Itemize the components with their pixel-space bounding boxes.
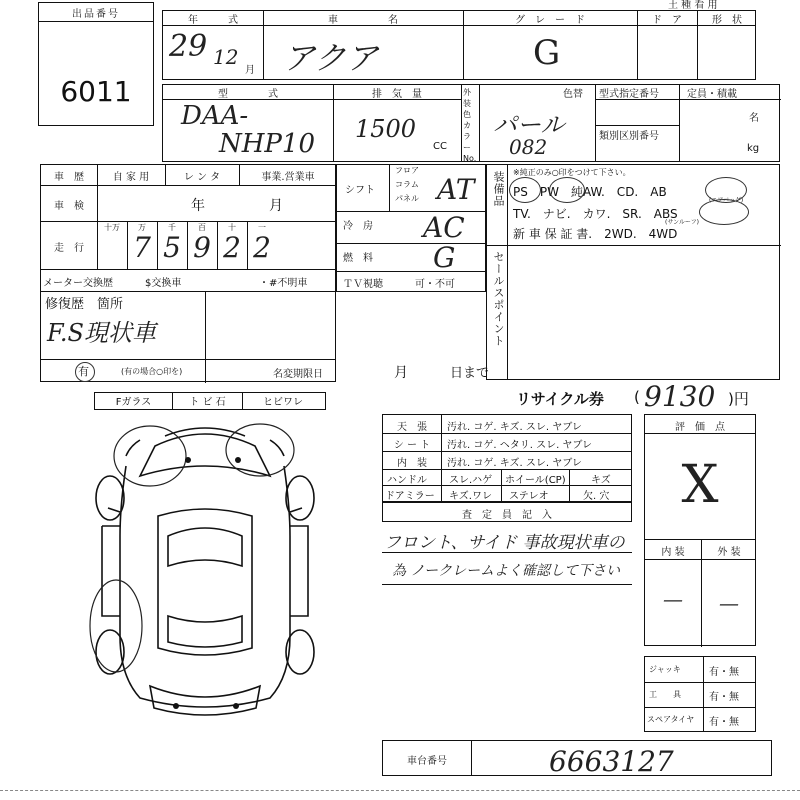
month-value: 12 [213,45,239,69]
digit-unit: 十万 [104,223,120,232]
stereo-items[interactable]: 欠. 穴 [583,491,610,502]
name-change-day: 日まで [450,366,490,381]
car-name-value: アクア [283,39,379,77]
digit-unit: 十 [228,223,236,232]
fuel-value: G [433,241,456,274]
chassis-label: 車台番号 [407,756,447,767]
tools-table [644,656,756,732]
equipment-airbag-note: (エアバッグ) [709,197,744,204]
stereo-label: ステレオ [509,491,549,502]
top-right-label: 土 種 看 用 [668,0,718,11]
color-swap-label: 色替 [563,89,583,100]
specs-table [336,164,486,292]
mileage-digit: 5 [163,231,181,264]
lot-label: 出品番号 [72,9,120,20]
inspection-sheet: 出品番号 6011 年 式 車 名 グ レ ー ド ド ア 形 状 29 12 月 アクア G 土 種 看 用 型 式 排 気 量 DAA- NHP10 1500 CC 外装色カラーNo. 色替 パール 082 型式指定番号 類別区別番号 定員・積載 名 kg 車 歴 自 家 用 レ ン タ 事業.営業車 車 検 年 月 走 行 十万 万 千 百 十 一 7 5 9 2 2 メーター交換歴 $交換車 ・#不明車 修復歴 箇所 F.S現状車 有 (有の場合○印を) 名変期限日 月 日まで シフト フロア コラム パネル AT 冷 房 AC 燃 料 G ＴＶ視聴 可・不可 装備品 ※純正のみ○印をつけて下さい。 PS PW 純AW. CD. AB (エアバッグ) TV. ナビ. カワ. SR. ABS (サンルーフ) 新 車 保 証 書. 2WD. 4WD セールスポイント リサイクル券 ( 9130 )円 Fガラス ト ビ 石 ヒビワレ 天 張 汚れ. コゲ. キズ. スレ. ヤブレ シ ー ト 汚れ. コゲ. ヘタリ. スレ. ヤブレ 内 装 汚れ. コゲ. キズ. スレ. ヤブレ ハンドル スレ.ハゲ ホイール(CP) キズ ドアミラー キズ.ワレ ステレオ 欠. 穴 査 定 員 記 入 フロント、サイド 事故現状車の 為 ノークレームよく確認して下さい 評 価 点 X 内 装 外 装 — — ジャッキ 有・無 工 具 有・無 スペアタイヤ 有・無 車台番号 6663127 [0,0,800,800]
name-change-month: 月 [394,365,408,381]
meter-replaced[interactable]: $交換車 [145,278,182,289]
chassis-table [382,740,772,776]
disp-unit: CC [433,141,447,152]
shaken-year-unit: 年 [191,198,205,214]
header-table [162,10,756,80]
interior-grade-label: 内 装 [661,547,685,558]
equipment-note: ※純正のみ○印をつけて下さい。 [513,168,631,177]
glass-chip[interactable]: ト ビ 石 [173,393,243,409]
exterior-grade-value: — [719,591,739,615]
equipment-line-1[interactable]: PS PW 純AW. CD. AB [513,185,667,199]
name-change-label: 名変期限日 [273,369,323,380]
interior-label: 内 装 [397,458,427,469]
meter-unknown[interactable]: ・#不明車 [259,278,308,289]
repair-value: F.S現状車 [47,319,156,347]
mileage-digit: 2 [253,231,271,264]
steering-label: ハンドル [387,475,427,486]
digit-unit: 千 [168,223,176,232]
shaken-label: 車 検 [54,201,84,212]
inspector-label: 査 定 員 記 入 [462,510,552,521]
model-label: 型 式 [218,89,278,100]
exterior-grade-label: 外 装 [717,547,741,558]
owner-mark: 有 [78,365,89,378]
wheel-label: ホイール(CP) [505,475,566,486]
ext-color-label: 外装色カラーNo. [463,88,477,163]
grade-label: グ レ ー ド [515,15,585,26]
tv-label: ＴＶ視聴 [343,279,383,290]
tool-tools-value[interactable]: 有・無 [709,692,739,703]
mileage-digits [97,221,337,269]
year-label: 年 式 [188,15,238,26]
ceiling-items[interactable]: 汚れ. コゲ. キズ. スレ. ヤブレ [447,422,582,433]
wheel-items[interactable]: キズ [591,475,611,486]
tool-spare-value[interactable]: 有・無 [709,717,739,728]
shape-label: 形 状 [712,15,742,26]
repair-label: 修復歴 箇所 [45,297,124,312]
rating-value: X [681,455,719,515]
interior-grade-value: — [663,587,683,611]
digit-unit: 一 [258,223,266,232]
seat-label: シ ー ト [393,440,431,451]
fuel-label: 燃 料 [343,253,373,264]
equipment-label: 装備品 [492,171,505,207]
interior-items[interactable]: 汚れ. コゲ. キズ. スレ. ヤブレ [447,458,582,469]
tool-jack: ジャッキ [649,665,681,674]
shaken-month-unit: 月 [269,198,283,214]
owner-note: (有の場合○印を) [121,367,183,376]
rating-label: 評 価 点 [675,422,725,433]
tool-spare: スペアタイヤ [647,715,695,724]
shift-column[interactable]: コラム [395,180,419,189]
digit-unit: 百 [198,223,206,232]
glass-table [94,392,326,410]
class-label: 類別区別番号 [599,131,659,142]
meter-label: メーター交換歴 [43,278,113,289]
lot-box [38,2,154,126]
shift-panel[interactable]: パネル [395,194,419,203]
model-table [162,84,780,162]
color-value: パール [493,111,565,139]
glass-crack[interactable]: ヒビワレ [263,397,303,408]
glass-front[interactable]: Fガラス [95,393,173,409]
kg-unit: kg [747,143,760,154]
inspector-notes [382,522,632,642]
ac-value: AC [423,211,465,244]
sales-point-label: セールスポイント [492,251,505,347]
shift-value: AT [437,173,475,206]
mileage-digit: 9 [193,231,211,264]
equipment-line-2[interactable]: TV. ナビ. カワ. SR. ABS [513,207,678,221]
month-unit: 月 [245,65,255,76]
rating-table [644,414,756,646]
color-number: 082 [509,135,548,159]
history-rental[interactable]: レ ン タ [183,172,221,183]
disp-label: 排 気 量 [372,89,422,100]
model-value-2: NHP10 [219,129,316,159]
model-value-1: DAA- [181,101,249,131]
steering-items[interactable]: スレ.ハゲ [449,475,493,486]
car-damage-diagram[interactable] [80,416,330,726]
tv-value[interactable]: 可・不可 [415,279,455,290]
door-label: ド ア [652,15,682,26]
shift-label: シフト [345,185,375,196]
mirror-items[interactable]: キズ.ワレ [449,491,492,502]
recycle-label: リサイクル券 [516,390,604,408]
mileage-digit: 7 [133,231,151,264]
year-value: 29 [169,29,208,64]
ceiling-label: 天 張 [397,422,427,433]
chassis-value: 6663127 [549,745,674,778]
ac-label: 冷 房 [343,221,373,232]
mirror-label: ドアミラー [385,491,435,502]
inspector-note-2: 為 ノークレームよく確認して下さい [392,563,621,579]
recycle-unit: )円 [728,390,749,408]
history-private[interactable]: 自 家 用 [112,172,150,183]
inspector-note-1: フロント、サイド 事故現状車の [384,533,625,553]
equipment-sunroof-note: (サンルーフ) [665,219,699,226]
lot-number: 6011 [60,75,132,108]
seat-items[interactable]: 汚れ. コゲ. ヘタリ. スレ. ヤブレ [447,440,593,451]
equipment-line-3[interactable]: 新 車 保 証 書. 2WD. 4WD [513,227,678,241]
tool-jack-value[interactable]: 有・無 [709,667,739,678]
capacity-label: 定員・積載 [687,89,737,100]
digit-unit: 万 [138,223,146,232]
disp-value: 1500 [355,115,417,143]
history-table [40,164,336,382]
type-cert-label: 型式指定番号 [599,89,659,100]
interior-table [382,414,632,502]
inspector-header [382,502,632,522]
shift-floor[interactable]: フロア [395,166,419,175]
car-name-label: 車 名 [328,15,398,26]
bottom-edge [0,790,800,791]
mileage-label: 走 行 [54,243,84,254]
mileage-digit: 2 [223,231,241,264]
equipment-table [486,164,780,380]
person-unit: 名 [749,113,759,124]
tool-tools: 工 具 [649,690,681,699]
history-commercial[interactable]: 事業.営業車 [261,172,315,183]
recycle-value: 9130 [644,380,716,413]
history-label: 車 歴 [54,172,84,183]
grade-value: G [533,33,561,73]
